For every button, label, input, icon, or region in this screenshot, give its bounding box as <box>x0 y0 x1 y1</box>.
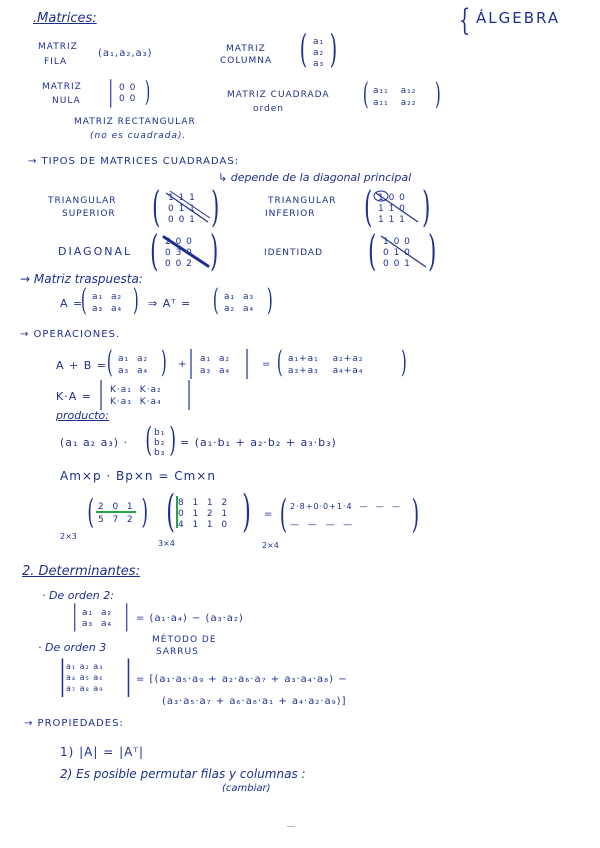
suma-m1-bracket-right: ) <box>160 345 167 380</box>
escalar-row-2: K·a₃ K·a₄ <box>110 397 162 407</box>
escalar-bracket-left: | <box>98 376 104 411</box>
producto-label: producto: <box>56 409 109 422</box>
propiedad-2: 2) Es posible permutar filas y columnas : <box>60 767 306 781</box>
orden3-row-2: a₄ a₅ a₆ <box>66 673 104 682</box>
cuadrada-bracket-left: ( <box>362 77 369 112</box>
pm3-bracket-left: ( <box>279 492 288 536</box>
sarrus-label-2: SARRUS <box>156 647 199 657</box>
tri-sup-row-1: 1 1 1 <box>168 193 196 203</box>
orden2-label: · De orden 2: <box>42 589 114 602</box>
suma-m3-bracket-right: ) <box>400 345 407 380</box>
escalar-row-1: K·a₁ K·a₂ <box>110 385 162 395</box>
suma-lhs: A + B = <box>56 359 107 372</box>
title-brace: { <box>458 3 471 38</box>
nula-bracket-left: | <box>108 75 114 108</box>
tri-inf-diagonal-stroke <box>372 190 424 226</box>
diagonal-row-1: 2 0 0 <box>165 237 193 247</box>
orden2-resultado: = (a₁·a₄) − (a₃·a₂) <box>136 613 244 624</box>
nula-label-2: NULA <box>52 96 81 106</box>
orden3-label: · De orden 3 <box>38 641 107 654</box>
cuadrada-label-1: MATRIZ CUADRADA <box>227 90 330 100</box>
columna-entry-3: a₃ <box>313 59 325 69</box>
nula-row-1: 0 0 <box>119 83 137 93</box>
tri-sup-label-1: TRIANGULAR <box>48 196 117 206</box>
identidad-row-3: 0 0 1 <box>383 259 411 269</box>
tri-sup-label-2: SUPERIOR <box>62 209 116 219</box>
transpuesta-lhs: A = <box>60 297 84 310</box>
tri-inf-row-2: 1 1 0 <box>378 204 406 214</box>
suma-m1-row-1: a₁ a₂ <box>118 354 149 364</box>
producto-col-2: b₂ <box>154 438 166 448</box>
columna-label-1: MATRIZ <box>226 44 266 54</box>
transpuesta-arrow: ⇒ Aᵀ = <box>148 297 192 310</box>
suma-m2-bracket-left: | <box>188 345 194 380</box>
suma-plus: + <box>178 359 188 370</box>
suma-m1-bracket-left: ( <box>106 345 113 380</box>
orden3-bar-right: | <box>125 653 132 697</box>
identidad-row-1: 1 0 0 <box>383 237 411 247</box>
pm2-row-1: 8 1 1 2 <box>178 498 229 508</box>
columna-label-2: COLUMNA <box>220 56 273 66</box>
pm1-row-2: 5 7 2 <box>98 515 134 525</box>
cuadrada-bracket-right: ) <box>434 77 441 112</box>
tri-inf-row-3: 1 1 1 <box>378 215 406 225</box>
producto-col-bracket-right: ) <box>169 420 176 460</box>
fila-expression: (a₁,a₂,a₃) <box>98 48 153 59</box>
transpuesta-a-row-1: a₁ a₂ <box>92 292 123 302</box>
operaciones-heading: → OPERACIONES. <box>20 329 121 340</box>
suma-m2-bracket-right: | <box>244 345 250 380</box>
suma-equals: = <box>262 359 272 370</box>
suma-m2-row-2: a₃ a₄ <box>200 366 231 376</box>
tri-sup-diagonal-stroke <box>162 190 214 226</box>
fila-label-1: MATRIZ <box>38 42 78 52</box>
pm1-row-1: 2 0 1 <box>98 502 134 512</box>
suma-m3-row-2: a₃+a₃ a₄+a₄ <box>288 366 364 376</box>
producto-col-3: b₃ <box>154 448 166 458</box>
suma-m3-bracket-left: ( <box>276 345 283 380</box>
stray-mark <box>287 826 295 827</box>
orden2-bar-left: | <box>72 599 78 632</box>
orden3-row-3: a₇ a₈ a₉ <box>66 684 104 693</box>
tri-inf-label-1: TRIANGULAR <box>268 196 337 206</box>
tri-sup-row-3: 0 0 1 <box>168 215 196 225</box>
pm2-row-3: 4 1 1 0 <box>178 520 229 530</box>
producto-resultado: = (a₁·b₁ + a₂·b₂ + a₃·b₃) <box>180 436 337 449</box>
suma-m2-row-1: a₁ a₂ <box>200 354 231 364</box>
tipos-heading: → TIPOS DE MATRICES CUADRADAS: <box>28 156 240 167</box>
pm-equals: = <box>264 509 274 520</box>
identidad-diagonal-stroke <box>376 233 432 271</box>
transpuesta-a-bracket-right: ) <box>132 283 139 318</box>
orden2-row-2: a₃ a₄ <box>82 619 113 629</box>
cuadrada-label-2: orden <box>253 104 285 114</box>
producto-col-1: b₁ <box>154 428 166 438</box>
rect-label-1: MATRIZ RECTANGULAR <box>74 117 196 127</box>
nula-label-1: MATRIZ <box>42 82 82 92</box>
tri-sup-bracket-left: ( <box>152 182 161 231</box>
identidad-bracket-right: ) <box>428 226 437 275</box>
diagonal-row-3: 0 0 2 <box>165 259 193 269</box>
fila-label-2: FILA <box>44 57 68 67</box>
page-title: ÁLGEBRA <box>476 9 561 27</box>
pm2-column-highlight <box>176 496 178 528</box>
pm3-row-2: — — — — <box>290 520 354 530</box>
pm3-bracket-right: ) <box>411 492 420 536</box>
tri-inf-bracket-left: ( <box>364 182 373 231</box>
transpuesta-at-row-2: a₂ a₄ <box>224 304 255 314</box>
sarrus-label-1: MÉTODO DE <box>152 635 217 645</box>
escalar-lhs: K·A = <box>56 390 92 403</box>
orden3-linea-1: = [(a₁·a₅·a₉ + a₂·a₆·a₇ + a₃·a₄·a₈) − <box>136 674 348 685</box>
suma-m3-row-1: a₁+a₁ a₂+a₂ <box>288 354 364 364</box>
producto-dimensiones: Am×p · Bp×n = Cm×n <box>60 469 216 483</box>
pm1-row-highlight <box>96 511 136 513</box>
transpuesta-a-bracket-left: ( <box>80 283 87 318</box>
transpuesta-at-bracket-right: ) <box>266 283 273 318</box>
propiedad-1: 1) |A| = |Aᵀ| <box>60 745 145 759</box>
pm2-row-2: 0 1 2 1 <box>178 509 229 519</box>
tipos-subheading: ↳ depende de la diagonal principal <box>218 171 412 184</box>
suma-m1-row-2: a₃ a₄ <box>118 366 149 376</box>
identidad-row-2: 0 1 0 <box>383 248 411 258</box>
producto-fila: (a₁ a₂ a₃) · <box>60 436 129 449</box>
columna-bracket-left: ( <box>299 27 308 71</box>
orden2-row-1: a₁ a₂ <box>82 608 113 618</box>
orden3-linea-2: (a₃·a₅·a₇ + a₆·a₈·a₁ + a₄·a₂·a₉)] <box>162 696 347 707</box>
identidad-bracket-left: ( <box>368 226 377 275</box>
pm2-dim: 3×4 <box>158 539 175 548</box>
pm2-bracket-right: ) <box>242 486 251 537</box>
section-heading-matrices: .Matrices: <box>33 11 97 26</box>
pm3-dim: 2×4 <box>262 541 279 550</box>
pm1-bracket-left: ( <box>87 492 94 532</box>
transpuesta-at-row-1: a₁ a₃ <box>224 292 255 302</box>
columna-bracket-right: ) <box>329 27 338 71</box>
orden3-row-1: a₁ a₂ a₃ <box>66 662 104 671</box>
rect-label-2: (no es cuadrada). <box>90 131 187 141</box>
tri-sup-row-2: 0 1 1 <box>168 204 196 214</box>
transpuesta-a-row-2: a₃ a₄ <box>92 304 123 314</box>
propiedad-2-nota: (cambiar) <box>222 783 271 794</box>
pm3-row-1: 2·8+0·0+1·4 — — — <box>290 502 401 511</box>
escalar-bracket-right: | <box>186 376 192 411</box>
nula-bracket-right: ) <box>144 75 151 108</box>
columna-entry-2: a₂ <box>313 48 325 58</box>
pm1-bracket-right: ) <box>141 492 148 532</box>
orden3-bar-left: | <box>59 653 66 697</box>
diagonal-bracket-right: ) <box>210 226 219 275</box>
tri-sup-bracket-right: ) <box>211 182 220 231</box>
section-heading-determinantes: 2. Determinantes: <box>22 564 140 579</box>
nula-row-2: 0 0 <box>119 94 137 104</box>
tri-inf-label-2: INFERIOR <box>265 209 316 219</box>
pm1-dim: 2×3 <box>60 532 77 541</box>
cuadrada-row-2: a₂₁ a₂₂ <box>373 98 417 108</box>
producto-col-bracket-left: ( <box>145 420 152 460</box>
propiedades-heading: → PROPIEDADES: <box>24 718 124 729</box>
diagonal-row-2: 0 3 0 <box>165 248 193 258</box>
diagonal-highlight-stroke <box>158 233 214 271</box>
transpuesta-at-bracket-left: ( <box>212 283 219 318</box>
diagonal-label: DIAGONAL <box>58 245 133 258</box>
orden2-bar-right: | <box>124 599 130 632</box>
columna-entry-1: a₁ <box>313 37 325 47</box>
cuadrada-row-1: a₁₁ a₁₂ <box>373 86 417 96</box>
transpuesta-heading: → Matriz traspuesta: <box>20 272 143 286</box>
diagonal-bracket-left: ( <box>150 226 159 275</box>
tri-inf-bracket-right: ) <box>422 182 431 231</box>
tri-inf-row-1: 1 0 0 <box>378 193 406 203</box>
identidad-label: IDENTIDAD <box>264 248 324 258</box>
pm2-bracket-left: ( <box>166 486 175 537</box>
